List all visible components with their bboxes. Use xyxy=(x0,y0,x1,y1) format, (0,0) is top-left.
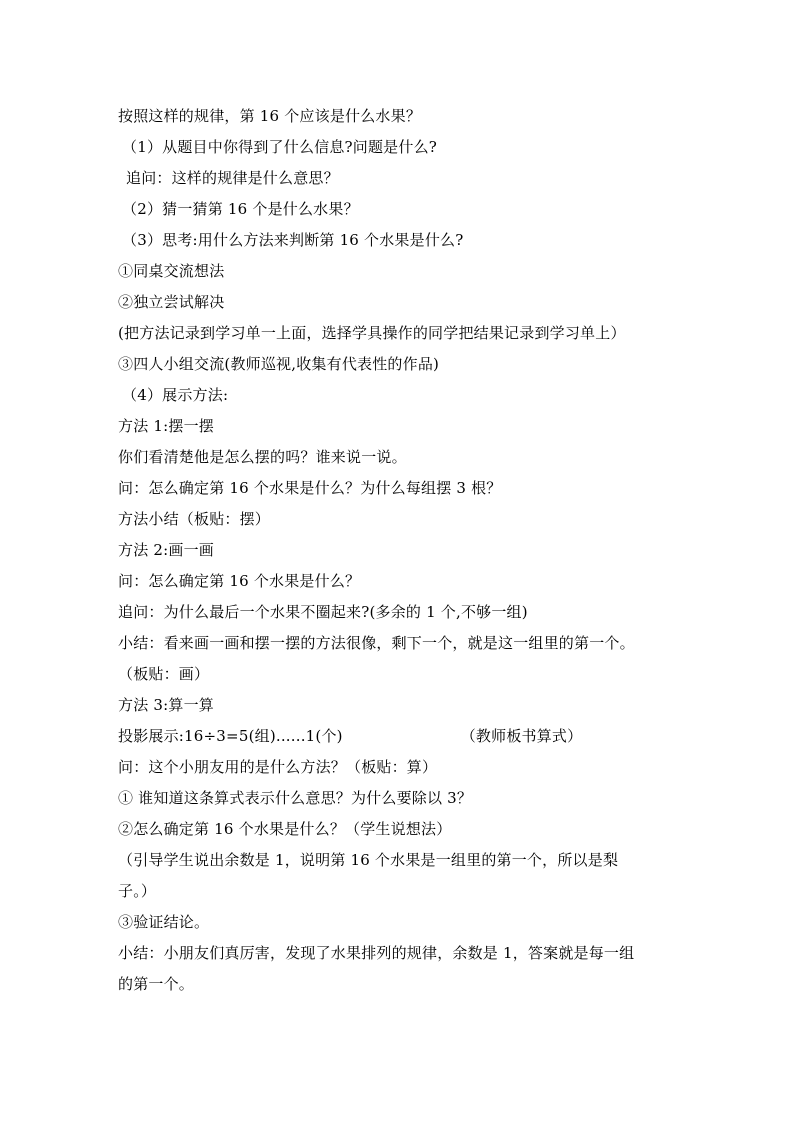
method-2-follow-up: 追问：为什么最后一个水果不圈起来?(多余的 1 个,不够一组) xyxy=(118,603,528,621)
follow-up-line: 追问：这样的规律是什么意思？ xyxy=(126,169,339,187)
projection-line xyxy=(118,721,678,752)
method-3-question: 问：这个小朋友用的是什么方法？（板贴：算） xyxy=(118,758,438,776)
teacher-board-note: （教师板书算式） xyxy=(460,727,583,745)
verify-line: ③验证结论。 xyxy=(118,913,210,931)
method-3-sub-question-2: ②怎么确定第 16 个水果是什么？（学生说想法） xyxy=(118,820,452,838)
method-1-question: 问：怎么确定第 16 个水果是什么？为什么每组摆 3 根？ xyxy=(118,479,502,497)
method-2-board-note: （板贴：画） xyxy=(118,665,210,683)
method-2-summary: 小结：看来画一画和摆一摆的方法很像，剩下一个，就是这一组里的第一个。 xyxy=(118,634,635,652)
sub-step-1-line: ①同桌交流想法 xyxy=(118,262,225,280)
method-3-sub-question-1: ① 谁知道这条算式表示什么意思？为什么要除以 3？ xyxy=(118,789,473,807)
step-1-line: （1）从题目中你得到了什么信息?问题是什么? xyxy=(122,138,438,156)
sub-step-3-line: ③四人小组交流(教师巡视,收集有代表性的作品) xyxy=(118,355,440,373)
method-1-prompt: 你们看清楚他是怎么摆的吗？谁来说一说。 xyxy=(118,448,407,466)
sub-step-2-line: ②独立尝试解决 xyxy=(118,293,225,311)
method-1-title: 方法 1:摆一摆 xyxy=(118,417,214,435)
method-1-summary: 方法小结（板贴：摆） xyxy=(118,510,271,528)
method-2-question: 问：怎么确定第 16 个水果是什么？ xyxy=(118,572,361,590)
question-line: 按照这样的规律，第 16 个应该是什么水果？ xyxy=(118,107,422,125)
step-2-line: （2）猜一猜第 16 个是什么水果？ xyxy=(122,200,359,218)
final-summary-line: 小结：小朋友们真厉害，发现了水果排列的规律，余数是 1，答案就是每一组 xyxy=(118,944,635,962)
note-line: (把方法记录到学习单一上面，选择学具操作的同学把结果记录到学习单上） xyxy=(118,324,626,342)
projection-equation: 投影展示:16÷3=5(组)......1(个) xyxy=(118,727,343,745)
method-3-title: 方法 3:算一算 xyxy=(118,696,214,714)
step-3-line: （3）思考:用什么方法来判断第 16 个水果是什么? xyxy=(122,231,464,249)
step-4-line: （4）展示方法: xyxy=(122,386,229,404)
final-summary-line-continued: 的第一个。 xyxy=(118,975,195,993)
guidance-line-continued: 子。） xyxy=(118,882,157,900)
guidance-line: （引导学生说出余数是 1，说明第 16 个水果是一组里的第一个，所以是梨 xyxy=(118,851,619,869)
document-body xyxy=(118,101,678,1000)
method-2-title: 方法 2:画一画 xyxy=(118,541,214,559)
